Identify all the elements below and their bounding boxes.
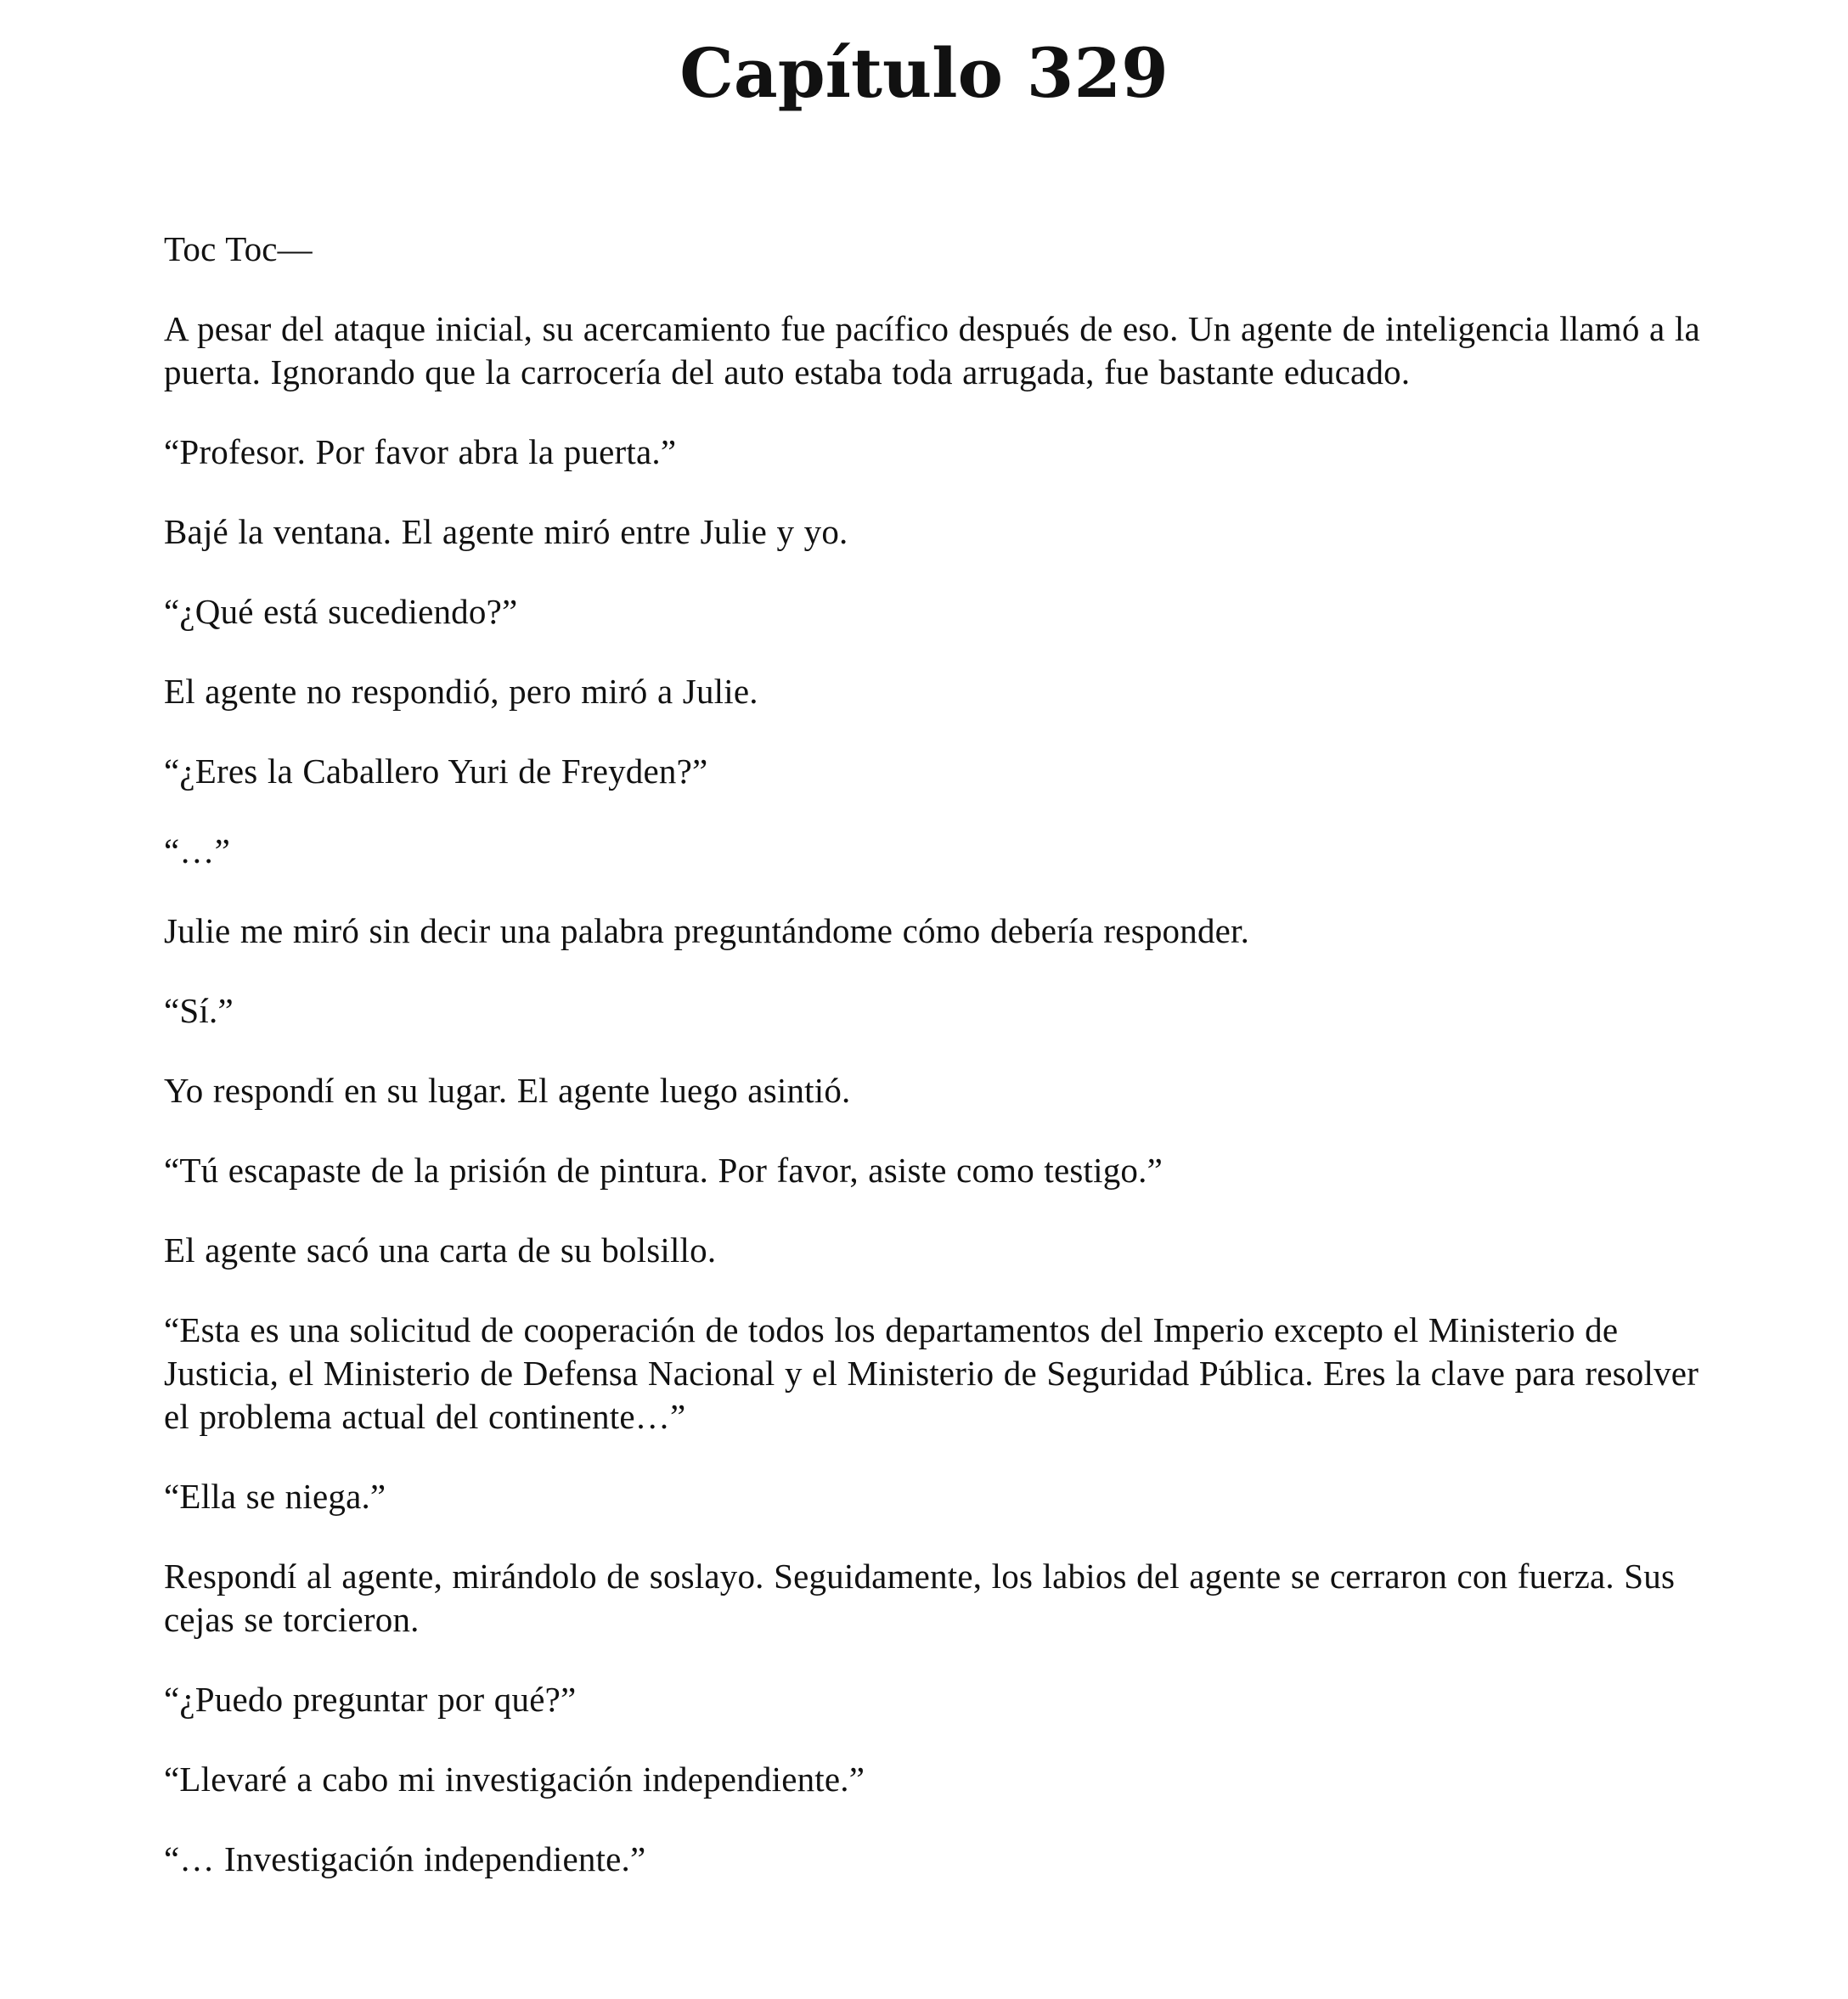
- paragraph: Julie me miró sin decir una palabra preguntándome cómo debería responder.: [164, 911, 1250, 950]
- paragraph: Respondí al agente, mirándolo de soslayo. Seguidamente, los labios del agente se cerraron con fuerza. Sus cejas se torcieron.: [164, 1557, 1676, 1639]
- paragraph: Toc Toc—: [164, 229, 313, 268]
- paragraph: “¿Eres la Caballero Yuri de Freyden?”: [164, 752, 708, 791]
- paragraph: “…”: [164, 831, 230, 870]
- chapter-title: Capítulo 329: [679, 33, 1169, 113]
- paragraph: “Tú escapaste de la prisión de pintura. Por favor, asiste como testigo.”: [164, 1151, 1163, 1190]
- paragraph: El agente sacó una carta de su bolsillo.: [164, 1230, 717, 1270]
- paragraph: “Profesor. Por favor abra la puerta.”: [164, 432, 677, 471]
- paragraph: “Sí.”: [164, 991, 234, 1030]
- chapter-body: [164, 228, 1710, 1917]
- paragraph: “Llevaré a cabo mi investigación independiente.”: [164, 1760, 865, 1799]
- paragraph: El agente no respondió, pero miró a Julie.: [164, 672, 758, 711]
- paragraph: “Ella se niega.”: [164, 1477, 386, 1516]
- paragraph: “Esta es una solicitud de cooperación de todos los departamentos del Imperio excepto el Ministerio de Justicia, el Ministerio de Defensa Nacional y el Ministerio de Seguridad Pública. Eres la clave para resolver el problema actual del continente…”: [164, 1310, 1699, 1436]
- paragraph: Yo respondí en su lugar. El agente luego asintió.: [164, 1071, 851, 1110]
- paragraph: “¿Puedo preguntar por qué?”: [164, 1680, 577, 1719]
- paragraph: Bajé la ventana. El agente miró entre Julie y yo.: [164, 512, 848, 551]
- paragraph: “… Investigación independiente.”: [164, 1839, 646, 1878]
- paragraph: A pesar del ataque inicial, su acercamiento fue pacífico después de eso. Un agente de inteligencia llamó a la puerta. Ignorando que la carrocería del auto estaba toda arrugada, fue bastante educado.: [164, 309, 1700, 391]
- paragraph: “¿Qué está sucediendo?”: [164, 592, 518, 631]
